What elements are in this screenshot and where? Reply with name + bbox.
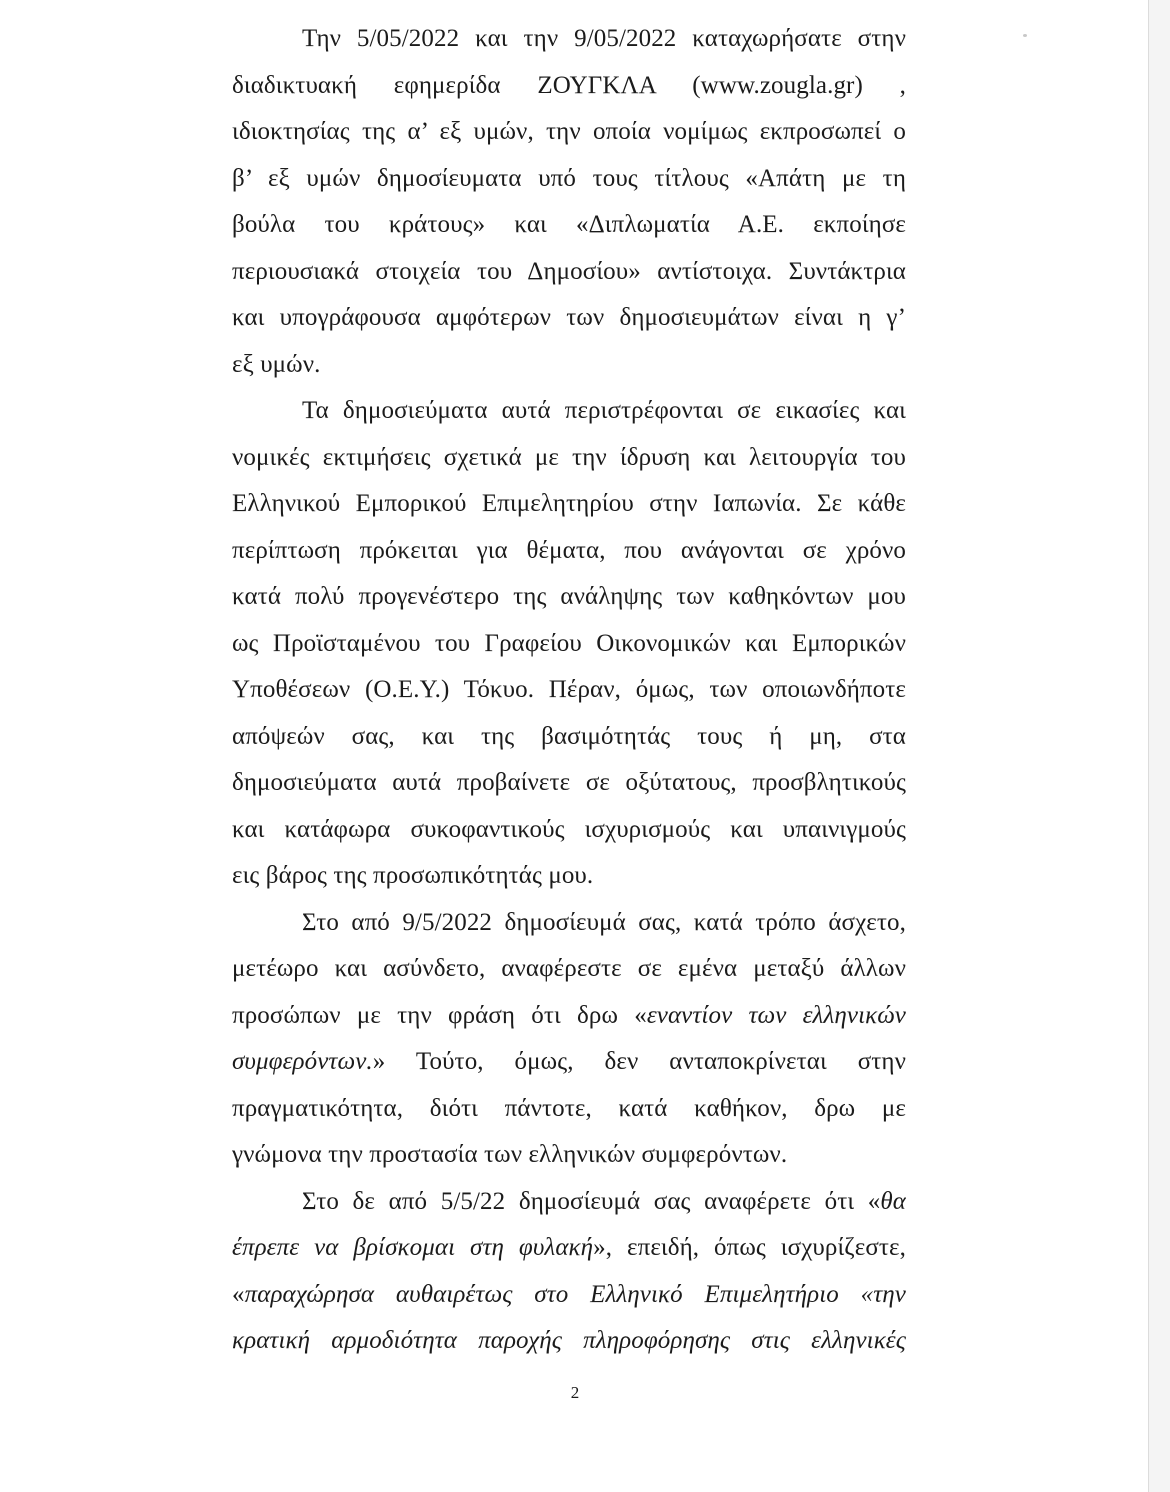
page-number: 2 <box>570 1383 580 1402</box>
paragraph-4 <box>232 1179 906 1365</box>
text-segment: Στο δε από 5/5/22 δημοσίευμά σας αναφέρετε ότι « <box>302 1187 881 1215</box>
text-line: κατά πολύ προγενέστερο της ανάληψης των καθηκόντων μου <box>232 583 906 610</box>
text-line: μετέωρο και ασύνδετο, αναφέρεστε σε εμένα μεταξύ άλλων <box>232 955 906 982</box>
scan-speck <box>1023 34 1027 37</box>
text-line: και υπογράφουσα αμφότερων των δημοσιευμάτων είναι η γ’ <box>232 304 906 331</box>
document-body <box>232 16 906 1365</box>
paragraph-1 <box>232 16 906 388</box>
quoted-italic-text: παραχώρησα αυθαιρέτως στο Ελληνικό Επιμελητήριο «την <box>244 1280 906 1308</box>
text-line <box>232 993 906 1040</box>
text-line: και κατάφωρα συκοφαντικούς ισχυρισμούς και υπαινιγμούς <box>232 815 906 843</box>
text-line: Στο από 9/5/2022 δημοσίευμά σας, κατά τρόπο άσχετο, <box>302 908 906 936</box>
text-line: διαδικτυακή εφημερίδα ΖΟΥΓΚΛΑ (www.zougla.gr) , <box>232 71 906 99</box>
text-line: β’ εξ υμών δημοσίευματα υπό τους τίτλους «Απάτη με τη <box>232 164 906 192</box>
paragraph-2 <box>232 388 906 900</box>
text-segment: προσώπων με την φράση ότι δρω « <box>232 1001 647 1029</box>
text-line: πραγματικότητα, διότι πάντοτε, κατά καθήκον, δρω με <box>232 1094 906 1122</box>
text-line: Υποθέσεων (Ο.Ε.Υ.) Τόκυο. Πέραν, όμως, των οποιωνδήποτε <box>232 676 906 703</box>
text-line: περιουσιακά στοιχεία του Δημοσίου» αντίστοιχα. Συντάκτρια <box>232 257 906 285</box>
text-line: Τα δημοσιεύματα αυτά περιστρέφονται σε εικασίες και <box>302 397 906 424</box>
quoted-italic-text: εναντίον των ελληνικών <box>646 1001 906 1029</box>
text-line <box>232 1225 906 1272</box>
text-line: γνώμονα την προστασία των ελληνικών συμφερόντων. <box>232 1141 788 1168</box>
text-line: Ελληνικού Εμπορικού Επιμελητηρίου στην Ιαπωνία. Σε κάθε <box>232 490 906 517</box>
text-line: βούλα του κράτους» και «Διπλωματία Α.Ε. εκποίησε <box>232 211 906 238</box>
text-line: νομικές εκτιμήσεις σχετικά με την ίδρυση και λειτουργία του <box>232 443 906 471</box>
text-line: εις βάρος της προσωπικότητάς μου. <box>232 862 594 889</box>
text-line: ιδιοκτησίας της α’ εξ υμών, την οποία νομίμως εκπροσωπεί ο <box>232 118 906 145</box>
text-segment: », επειδή, όπως ισχυρίζεστε, <box>593 1234 906 1261</box>
text-segment: » Τούτο, όμως, δεν ανταποκρίνεται στην <box>372 1048 906 1075</box>
text-line <box>232 1039 906 1086</box>
page-edge-margin <box>1149 0 1170 1492</box>
text-line: ως Προϊσταμένου του Γραφείου Οικονομικών και Εμπορικών <box>232 629 906 657</box>
quoted-italic-text: έπρεπε να βρίσκομαι στη φυλακή <box>232 1234 594 1261</box>
text-segment: « <box>232 1280 245 1308</box>
text-line: περίπτωση πρόκειται για θέματα, που ανάγονται σε χρόνο <box>232 536 906 564</box>
text-line: δημοσιεύματα αυτά προβαίνετε σε οξύτατους, προσβλητικούς <box>232 769 906 796</box>
text-line: απόψεών σας, και της βασιμότητάς τους ή μη, στα <box>232 722 906 750</box>
text-line: Την 5/05/2022 και την 9/05/2022 καταχωρήσατε στην <box>302 25 906 52</box>
text-line: εξ υμών. <box>232 350 321 378</box>
text-line <box>232 1272 906 1319</box>
text-line <box>232 1318 906 1365</box>
text-line <box>232 1179 906 1226</box>
quoted-italic-text: κρατική αρμοδιότητα παροχής πληροφόρησης στις ελληνικές <box>232 1327 906 1354</box>
quoted-italic-text: θα <box>880 1187 906 1215</box>
paragraph-3 <box>232 900 906 1179</box>
quoted-italic-text: συμφερόντων. <box>232 1048 373 1075</box>
